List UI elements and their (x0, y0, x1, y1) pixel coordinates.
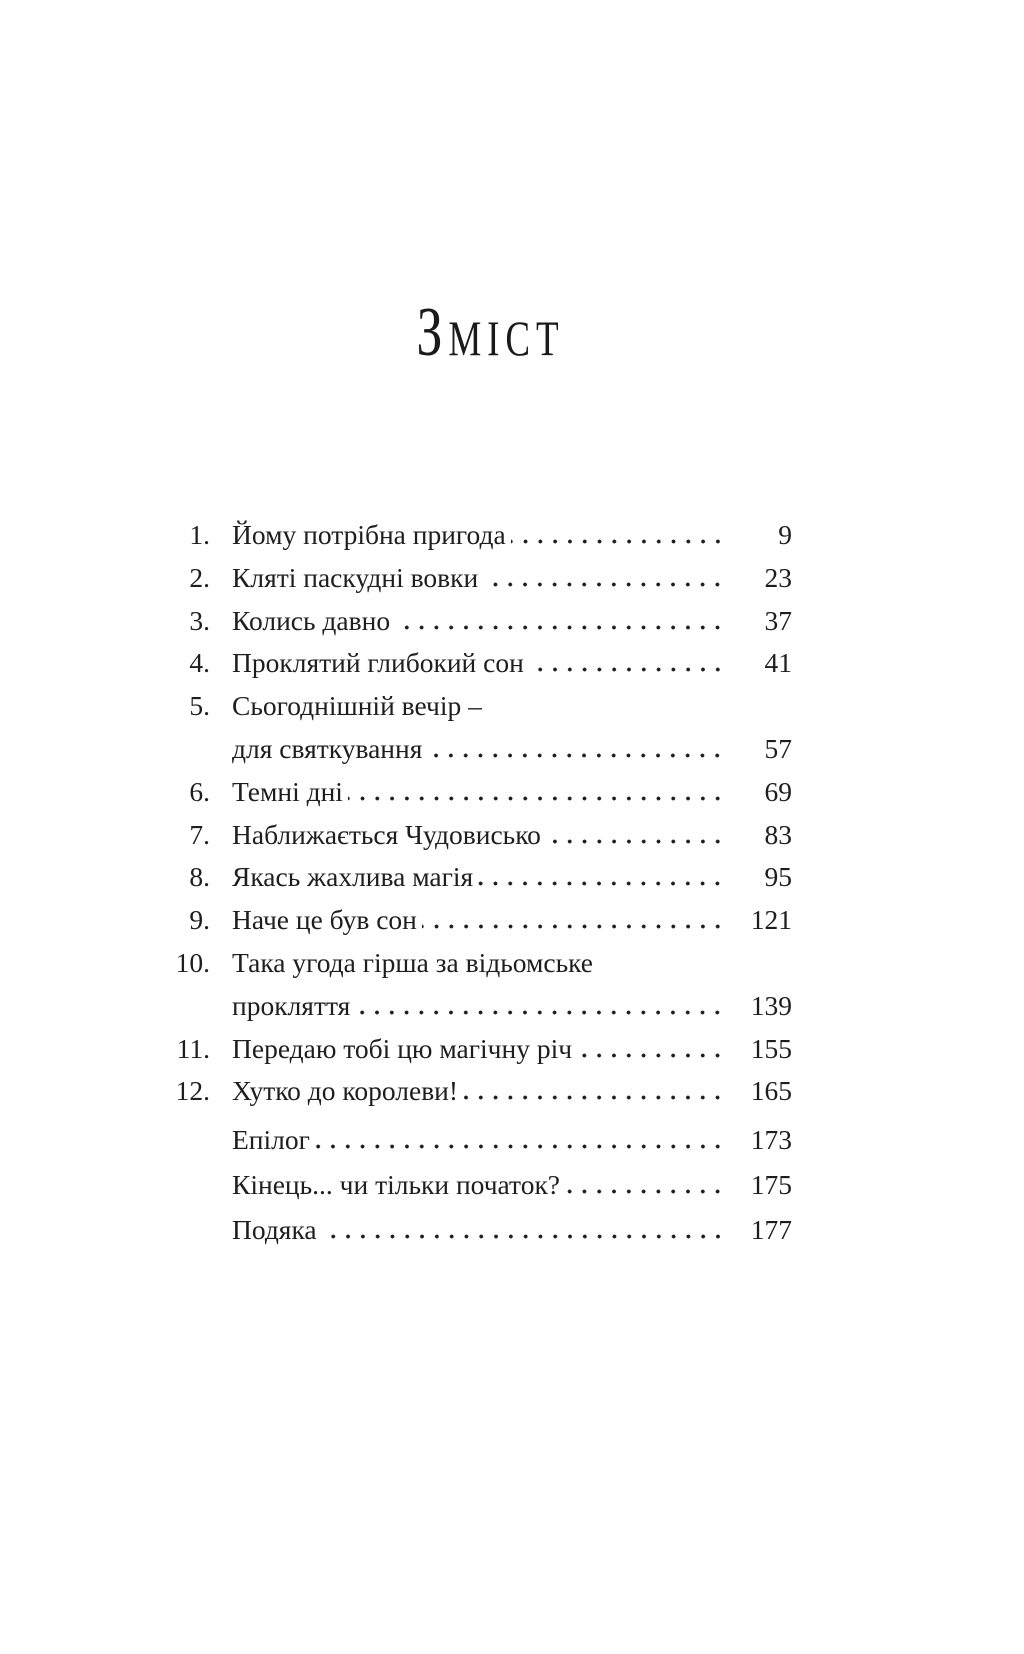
dot-leader (511, 539, 725, 544)
dot-leader (565, 1189, 725, 1194)
dot-leader (463, 1095, 725, 1100)
toc-entry (163, 947, 792, 990)
chapter-title: Темні дні (232, 775, 343, 807)
toc-entry-continuation (163, 733, 792, 776)
toc-entry (163, 562, 792, 605)
dot-leader (483, 582, 725, 587)
chapter-number: 5. (189, 690, 210, 722)
dot-leader (348, 796, 725, 801)
chapter-title: Епілог (232, 1124, 310, 1156)
chapter-number: 7. (189, 818, 210, 850)
back-matter-section (163, 1124, 792, 1259)
page-number: 175 (750, 1169, 792, 1201)
chapter-title: Подяка (232, 1214, 317, 1246)
chapter-title: Наближається Чудовисько (232, 818, 541, 850)
page-number: 165 (750, 1075, 792, 1107)
table-of-contents (163, 519, 792, 1259)
toc-entry (163, 647, 792, 690)
chapter-number: 6. (189, 775, 210, 807)
chapter-number: 8. (189, 861, 210, 893)
toc-entry (163, 1214, 792, 1259)
page-number: 155 (750, 1032, 792, 1064)
chapter-title: Наче це був сон (232, 904, 417, 936)
chapter-number: 2. (189, 561, 210, 593)
dot-leader (355, 1010, 725, 1015)
dot-leader (529, 667, 725, 672)
page-number: 69 (764, 775, 792, 807)
chapter-number: 1. (189, 519, 210, 550)
chapter-title: Проклятий глибокий сон (232, 647, 524, 679)
page-number: 41 (764, 647, 792, 679)
toc-entry (163, 861, 792, 904)
chapter-title: Йому потрібна пригода (232, 519, 506, 550)
chapter-title: Кляті паскудні вовки (232, 561, 479, 593)
chapter-number: 4. (189, 647, 210, 679)
toc-entry (163, 1124, 792, 1169)
chapter-number: 10. (175, 946, 210, 978)
dot-leader (422, 924, 725, 929)
chapter-title: прокляття (232, 989, 351, 1021)
dot-leader (577, 1053, 725, 1058)
dot-leader (546, 839, 725, 844)
dot-leader (427, 753, 725, 758)
chapter-number: 3. (189, 604, 210, 636)
chapter-title: для святкування (232, 732, 423, 764)
toc-entry (163, 519, 792, 562)
chapter-number: 12. (175, 1075, 210, 1107)
contents-title: ЗМІСТ (416, 294, 565, 371)
toc-entry (163, 1033, 792, 1076)
chapter-title: Передаю тобі цю магічну річ (232, 1032, 573, 1064)
toc-entry (163, 1169, 792, 1214)
chapter-number: 11. (176, 1032, 210, 1064)
toc-entry (163, 1075, 792, 1118)
page-number: 139 (750, 989, 792, 1021)
chapter-title: Хутко до королеви! (232, 1075, 459, 1107)
toc-entry (163, 819, 792, 862)
toc-entry-continuation (163, 990, 792, 1033)
chapter-title: Сьогоднішній вечір – (232, 690, 482, 722)
page-number: 57 (764, 732, 792, 764)
page-number: 121 (750, 904, 792, 936)
dot-leader (395, 625, 725, 630)
chapter-title: Така угода гірша за відьомське (232, 946, 594, 978)
page-number: 95 (764, 861, 792, 893)
toc-entry (163, 690, 792, 733)
toc-entry (163, 904, 792, 947)
dot-leader (478, 881, 725, 886)
page-number: 83 (764, 818, 792, 850)
chapter-number: 9. (189, 904, 210, 936)
page-number: 23 (764, 561, 792, 593)
dot-leader (322, 1234, 725, 1239)
toc-entry (163, 605, 792, 648)
chapter-title: Кінець... чи тільки початок? (232, 1169, 561, 1201)
page-number: 9 (778, 519, 792, 550)
page-number: 37 (764, 604, 792, 636)
toc-entry (163, 776, 792, 819)
chapter-title: Якась жахлива магія (232, 861, 474, 893)
chapter-title: Колись давно (232, 604, 391, 636)
dot-leader (315, 1144, 725, 1149)
page-number: 177 (750, 1214, 792, 1246)
page-number: 173 (750, 1124, 792, 1156)
